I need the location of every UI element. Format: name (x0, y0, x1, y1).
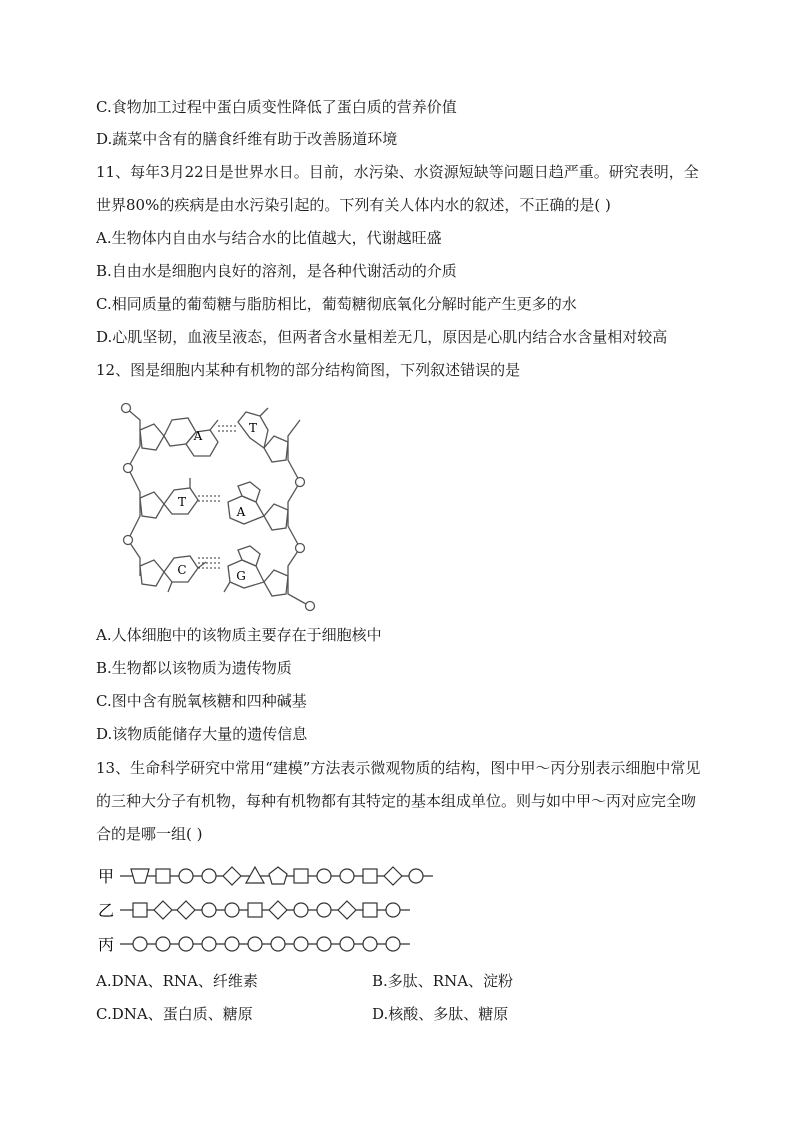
dna-structure-diagram (110, 398, 330, 613)
monomer-diamond (384, 867, 402, 885)
base-label-t-right: T (248, 421, 258, 435)
monomer-circle (202, 869, 216, 883)
q11-option-b: B.自由水是细胞内良好的溶剂，是各种代谢活动的介质 (96, 262, 457, 280)
monomer-circle (271, 937, 285, 951)
monomer-circle (340, 869, 354, 883)
monomer-square (294, 869, 308, 883)
q13-option-d: D.核酸、多肽、糖原 (372, 1005, 509, 1023)
monomer-circle (225, 903, 239, 917)
chain-label: 乙 (98, 901, 115, 920)
q12-option-a: A.人体细胞中的该物质主要存在于细胞核中 (96, 626, 382, 644)
monomer-circle (202, 903, 216, 917)
monomer-circle (225, 937, 239, 951)
q13-option-a: A.DNA、RNA、纤维素 (96, 972, 258, 990)
q13-stem-line1: 13、生命科学研究中常用“建模”方法表示微观物质的结构，图中甲～丙分别表示细胞中常见 (96, 759, 701, 777)
base-label-t-left: T (177, 495, 187, 509)
monomer-square (363, 903, 377, 917)
monomer-circle (248, 937, 262, 951)
q13-option-c: C.DNA、蛋白质、糖原 (96, 1005, 253, 1023)
monomer-diamond (154, 901, 172, 919)
monomer-circle (179, 869, 193, 883)
monomer-circle (317, 903, 331, 917)
q11-option-c: C.相同质量的葡萄糖与脂肪相比，葡萄糖彻底氧化分解时能产生更多的水 (96, 295, 577, 313)
base-label-a-left: A (193, 429, 203, 443)
q12-option-d: D.该物质能储存大量的遗传信息 (96, 725, 308, 743)
monomer-circle (294, 937, 308, 951)
monomer-circle (294, 903, 308, 917)
monomer-circle (409, 869, 423, 883)
q10-option-d: D.蔬菜中含有的膳食纤维有助于改善肠道环境 (96, 130, 398, 148)
q11-option-d: D.心肌坚韧，血液呈液态，但两者含水量相差无几，原因是心肌内结合水含量相对较高 (96, 328, 668, 346)
monomer-triangle (246, 867, 264, 883)
monomer-pentagon (269, 867, 287, 884)
monomer-circle (179, 937, 193, 951)
monomer-trapezoid (131, 869, 149, 883)
monomer-square (156, 869, 170, 883)
monomer-diamond (223, 867, 241, 885)
monomer-circle (386, 903, 400, 917)
q11-stem-line2: 世界80%的疾病是由水污染引起的。下列有关人体内水的叙述，不正确的是( ) (96, 196, 611, 214)
monomer-diamond (177, 901, 195, 919)
q10-option-c: C.食物加工过程中蛋白质变性降低了蛋白质的营养价值 (96, 98, 457, 116)
monomer-square (133, 903, 147, 917)
chain-label: 甲 (98, 867, 115, 886)
monomer-circle (363, 937, 377, 951)
base-label-a-right: A (236, 505, 246, 519)
monomer-circle (386, 937, 400, 951)
monomer-square (363, 869, 377, 883)
q12-option-b: B.生物都以该物质为遗传物质 (96, 659, 292, 677)
q13-stem-line2: 的三种大分子有机物，每种有机物都有其特定的基本组成单位。则与如中甲～丙对应完全吻 (96, 792, 697, 810)
q11-option-a: A.生物体内自由水与结合水的比值越大，代谢越旺盛 (96, 229, 442, 247)
monomer-square (248, 903, 262, 917)
monomer-circle (156, 937, 170, 951)
q12-option-c: C.图中含有脱氧核糖和四种碱基 (96, 692, 307, 710)
chain-label: 丙 (98, 935, 115, 954)
monomer-circle (202, 937, 216, 951)
monomer-circle (133, 937, 147, 951)
q11-stem-line1: 11、每年3月22日是世界水日。目前，水污染、水资源短缺等问题日趋严重。研究表明，全 (96, 163, 699, 181)
monomer-circle (317, 937, 331, 951)
base-label-c-left: C (177, 563, 187, 577)
macromolecule-chain-diagram (96, 858, 436, 958)
base-label-g-right: G (236, 569, 246, 583)
monomer-circle (317, 869, 331, 883)
q13-stem-line3: 合的是哪一组( ) (96, 825, 203, 843)
q12-stem: 12、图是细胞内某种有机物的部分结构简图，下列叙述错误的是 (96, 361, 521, 379)
monomer-diamond (269, 901, 287, 919)
monomer-circle (340, 937, 354, 951)
monomer-diamond (338, 901, 356, 919)
q13-option-b: B.多肽、RNA、淀粉 (372, 972, 514, 990)
